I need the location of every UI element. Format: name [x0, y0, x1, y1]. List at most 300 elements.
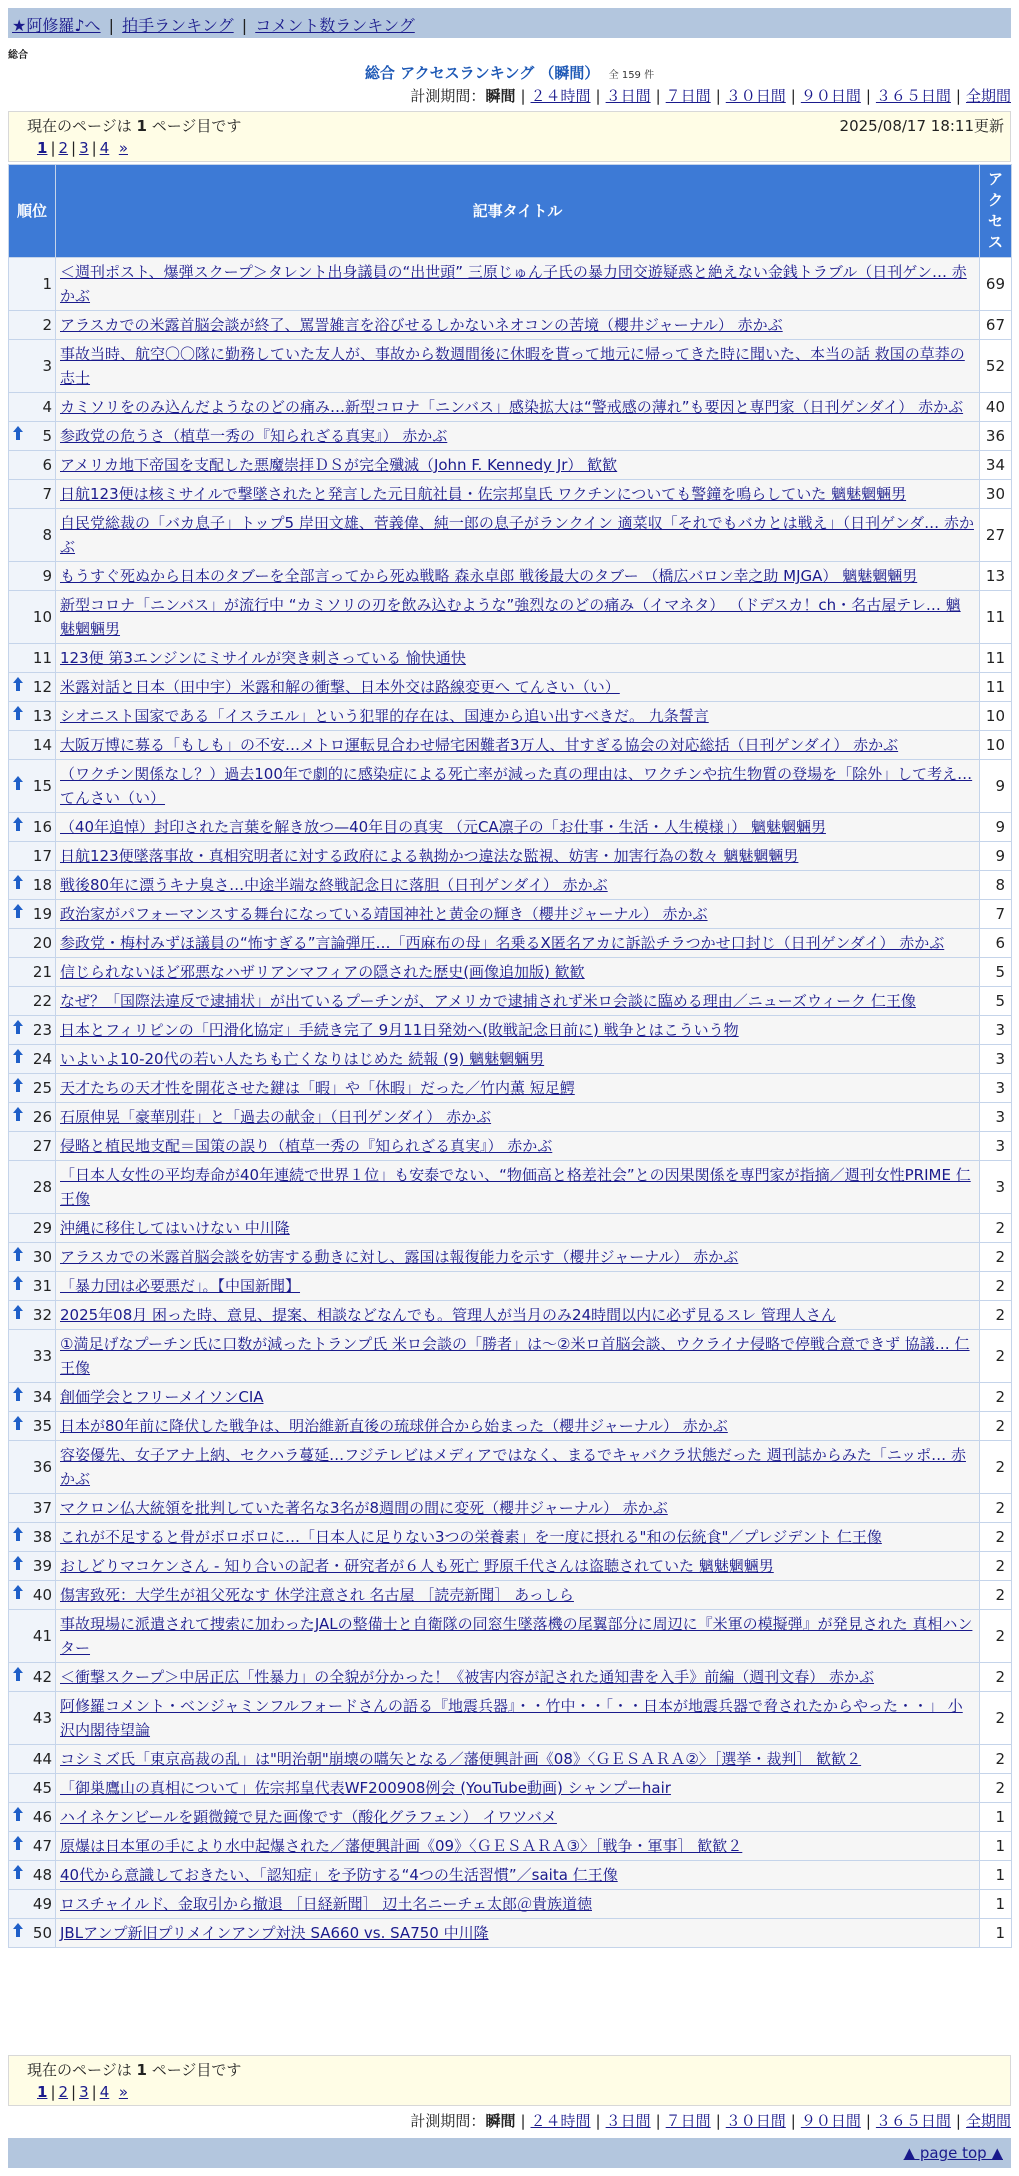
table-row [9, 311, 1012, 340]
title-cell [56, 760, 980, 813]
table-row [9, 1581, 1012, 1610]
table-row [9, 1890, 1012, 1919]
page-top-link[interactable]: ▲ page top ▲ [903, 2144, 1003, 2162]
article-title-link[interactable]: 創価学会とフリーメイソンCIA [60, 1388, 264, 1406]
category-label: 総合 [8, 50, 28, 61]
article-title-link[interactable]: 日航123便は核ミサイルで撃墜されたと発言した元日航社員・佐宗邦皇氏 ワクチンについても警鐘を鳴らしていた 魑魅魍魎男 [60, 485, 907, 503]
article-title-link[interactable]: 戦後80年に漂うキナ臭さ…中途半端な終戦記念日に落胆（日刊ゲンダイ） 赤かぶ [60, 876, 608, 894]
table-row [9, 480, 1012, 509]
rank-cell [9, 958, 56, 987]
article-title-link[interactable]: 123便 第3エンジンにミサイルが突き刺さっている 愉快通快 [60, 649, 466, 667]
nav-separator: | [241, 16, 248, 35]
article-title-link[interactable]: 原爆は日本軍の手により水中起爆された／藩便興計画《09》〈ＧＥＳＡＲＡ③〉［戦争・軍事］ 歓歓２ [60, 1837, 743, 1855]
access-count: 2 [980, 1494, 1012, 1523]
access-count: 2 [980, 1330, 1012, 1383]
rank-cell [9, 1301, 56, 1330]
title-cell [56, 1494, 980, 1523]
rank-number: 2 [42, 316, 52, 334]
title-cell [56, 1861, 980, 1890]
article-title-link[interactable]: マクロン仏大統領を批判していた著名な3名が8週間の間に変死（櫻井ジャーナル） 赤かぶ [60, 1499, 668, 1517]
table-row [9, 1132, 1012, 1161]
ranking-title: 総合 アクセスランキング （瞬間） [364, 64, 600, 82]
table-row [9, 1692, 1012, 1745]
table-row [9, 1610, 1012, 1663]
period-current: 瞬間 [485, 2112, 516, 2130]
table-row [9, 760, 1012, 813]
table-row [9, 871, 1012, 900]
article-title-link[interactable]: アラスカでの米露首脳会談を妨害する動きに対し、露国は報復能力を示す（櫻井ジャーナル） 赤かぶ [60, 1248, 739, 1266]
article-title-link[interactable]: いよいよ10-20代の若い人たちも亡くなりはじめた 続報 (9) 魑魅魍魎男 [60, 1050, 545, 1068]
table-row [9, 1383, 1012, 1412]
title-cell [56, 871, 980, 900]
rank-number: 25 [32, 1079, 52, 1097]
rank-number: 21 [32, 963, 52, 981]
article-title-link[interactable]: 日航123便墜落事故・真相究明者に対する政府による執拗かつ違法な監視、妨害・加害行為の数々 魑魅魍魎男 [60, 847, 799, 865]
up-arrow-icon [13, 1863, 23, 1887]
title-cell [56, 480, 980, 509]
period-link[interactable]: ７日間 [665, 2112, 711, 2130]
title-cell [56, 987, 980, 1016]
top-nav-bar [8, 8, 1011, 38]
table-row [9, 1161, 1012, 1214]
table-row [9, 393, 1012, 422]
article-title-link[interactable]: 石原伸晃「豪華別荘」と「過去の献金」（日刊ゲンダイ） 赤かぶ [60, 1108, 492, 1126]
title-cell [56, 591, 980, 644]
rank-number: 44 [32, 1750, 52, 1768]
up-arrow-icon [13, 704, 23, 728]
access-count: 40 [980, 393, 1012, 422]
period-link[interactable]: ３日間 [605, 87, 651, 105]
title-cell [56, 393, 980, 422]
access-count: 3 [980, 1132, 1012, 1161]
article-title-link[interactable]: 日本とフィリピンの「円滑化協定」手続き完了 9月11日発効へ(敗戦記念日前に) 戦争とはこういう物 [60, 1021, 739, 1039]
article-title-link[interactable]: 40代から意識しておきたい、「認知症」を予防する“4つの生活習慣”／saita 仁王像 [60, 1866, 618, 1884]
period-link[interactable]: ３０日間 [725, 87, 786, 105]
rank-cell [9, 1016, 56, 1045]
table-row [9, 1441, 1012, 1494]
title-cell [56, 422, 980, 451]
access-count: 5 [980, 958, 1012, 987]
access-count: 2 [980, 1581, 1012, 1610]
rank-number: 1 [42, 275, 52, 293]
rank-cell [9, 1890, 56, 1919]
rank-number: 45 [32, 1779, 52, 1797]
page-separator: | [91, 139, 97, 157]
period-separator: | [595, 87, 601, 105]
up-arrow-icon [13, 1665, 23, 1689]
next-page-link[interactable]: » [118, 139, 128, 157]
access-count: 1 [980, 1919, 1012, 1948]
table-row [9, 900, 1012, 929]
access-count: 2 [980, 1383, 1012, 1412]
access-count: 30 [980, 480, 1012, 509]
access-count: 2 [980, 1412, 1012, 1441]
table-row [9, 1803, 1012, 1832]
up-arrow-icon [13, 1047, 23, 1071]
table-row [9, 1214, 1012, 1243]
article-title-link[interactable]: ①満足げなプーチン氏に口数が減ったトランプ氏 米ロ会談の「勝者」は～②米ロ首脳会談、ウクライナ侵略で停戦合意できず 協議… 仁王像 [60, 1335, 970, 1377]
table-row [9, 987, 1012, 1016]
page-link-current[interactable]: 1 [37, 139, 48, 157]
title-cell [56, 813, 980, 842]
title-cell [56, 1803, 980, 1832]
rank-number: 33 [32, 1347, 52, 1365]
title-cell [56, 1610, 980, 1663]
period-separator: | [520, 87, 526, 105]
up-arrow-icon [13, 424, 23, 448]
rank-cell [9, 258, 56, 311]
access-count: 2 [980, 1663, 1012, 1692]
period-selector-bottom [410, 2110, 1011, 2131]
period-link[interactable]: ９０日間 [800, 87, 861, 105]
period-link[interactable]: ３６５日間 [875, 87, 951, 105]
rank-number: 11 [32, 649, 52, 667]
period-link[interactable]: ３６５日間 [875, 2112, 951, 2130]
article-title-link[interactable]: 阿修羅コメント・ベンジャミンフルフォードさんの語る『地震兵器』・・竹中・・「・・日本が地震兵器で脅されたからやった・・」 小沢内閣待望論 [60, 1697, 963, 1739]
access-count: 27 [980, 509, 1012, 562]
rank-number: 50 [32, 1924, 52, 1942]
rank-cell [9, 451, 56, 480]
access-count: 2 [980, 1272, 1012, 1301]
period-link[interactable]: ３日間 [605, 2112, 651, 2130]
up-arrow-icon [13, 1554, 23, 1578]
title-cell [56, 451, 980, 480]
period-separator: | [715, 87, 721, 105]
article-title-link[interactable]: ＜週刊ポスト、爆弾スクープ＞タレント出身議員の“出世頭” 三原じゅん子氏の暴力団交遊疑惑と絶えない金銭トラブル（日刊ゲン… 赤かぶ [60, 263, 967, 305]
rank-cell [9, 509, 56, 562]
period-separator: | [865, 87, 871, 105]
rank-number: 19 [32, 905, 52, 923]
article-title-link[interactable]: カミソリをのみ込んだようなのどの痛み…新型コロナ「ニンバス」感染拡大は“警戒感の薄れ”も要因と専門家（日刊ゲンダイ） 赤かぶ [60, 398, 964, 416]
article-title-link[interactable]: ロスチャイルド、金取引から撤退 ［日経新聞］ 辺土名ニーチェ太郎＠貴族道徳 [60, 1895, 592, 1913]
article-title-link[interactable]: 侵略と植民地支配＝国策の誤り（植草一秀の『知られざる真実』） 赤かぶ [60, 1137, 553, 1155]
rank-cell [9, 1663, 56, 1692]
access-count: 1 [980, 1803, 1012, 1832]
access-count: 3 [980, 1045, 1012, 1074]
applause-ranking-link[interactable]: 拍手ランキング [122, 16, 234, 35]
article-title-link[interactable]: 「日本人女性の平均寿命が40年連続で世界１位」も安泰でない、“物価高と格差社会”との因果関係を専門家が指摘／週刊女性PRIME 仁王像 [60, 1166, 971, 1208]
table-row [9, 731, 1012, 760]
access-count: 8 [980, 871, 1012, 900]
rank-number: 37 [32, 1499, 52, 1517]
rank-number: 24 [32, 1050, 52, 1068]
access-count: 3 [980, 1074, 1012, 1103]
access-count: 2 [980, 1610, 1012, 1663]
article-title-link[interactable]: 自民党総裁の「バカ息子」トップ5 岸田文雄、菅義偉、純一郎の息子がランクイン 適菜収「それでもバカとは戦え」（日刊ゲンダ… 赤かぶ [60, 514, 974, 556]
table-row [9, 1301, 1012, 1330]
period-separator: | [955, 2112, 961, 2130]
title-cell [56, 1243, 980, 1272]
table-row [9, 673, 1012, 702]
article-title-link[interactable]: アメリカ地下帝国を支配した悪魔崇拝ＤＳが完全殲滅（John F. Kennedy Jr） 歓歓 [60, 456, 618, 474]
up-arrow-icon [13, 1245, 23, 1269]
rank-cell [9, 1074, 56, 1103]
article-title-link[interactable]: （ワクチン関係なし？）過去100年で劇的に感染症による死亡率が減った真の理由は、ワクチンや抗生物質の登場を「除外」して考え… てんさい（い） [60, 765, 973, 807]
rank-number: 22 [32, 992, 52, 1010]
access-count: 3 [980, 1103, 1012, 1132]
ranking-table [8, 164, 1012, 1948]
article-title-link[interactable]: アラスカでの米露首脳会談が終了、罵詈雑言を浴びせるしかないネオコンの苦境（櫻井ジャーナル） 赤かぶ [60, 316, 783, 334]
period-link[interactable]: ９０日間 [800, 2112, 861, 2130]
article-title-link[interactable]: 参政党の危うさ（植草一秀の『知られざる真実』） 赤かぶ [60, 427, 448, 445]
table-row [9, 842, 1012, 871]
article-title-link[interactable]: シオニスト国家である「イスラエル」という犯罪的存在は、国連から追い出すべきだ。 九条誓言 [60, 707, 709, 725]
rank-cell [9, 1832, 56, 1861]
article-title-link[interactable]: 天才たちの天才性を開花させた鍵は「暇」や「休暇」だった／竹内薫 短足鰐 [60, 1079, 575, 1097]
article-title-link[interactable]: 「御巣鷹山の真相について」佐宗邦皇代表WF200908例会 (YouTube動画) シャンプーhair [60, 1779, 671, 1797]
access-column-header: アクセス [980, 165, 1012, 258]
article-title-link[interactable]: もうすぐ死ぬから日本のタブーを全部言ってから死ぬ戦略 森永卓郎 戦後最大のタブー （橋広バロン幸之助 MJGA） 魑魅魍魎男 [60, 567, 918, 585]
access-count: 67 [980, 311, 1012, 340]
rank-number: 29 [32, 1219, 52, 1237]
article-title-link[interactable]: ハイネケンビールを顕微鏡で見た画像です（酸化グラフェン） イワツバメ [60, 1808, 557, 1826]
page-link[interactable]: 4 [99, 139, 110, 157]
article-title-link[interactable]: JBLアンプ新旧プリメインアンプ対決 SA660 vs. SA750 中川隆 [60, 1924, 489, 1942]
page-link[interactable]: 4 [99, 2083, 110, 2101]
up-arrow-icon [13, 1385, 23, 1409]
article-title-link[interactable]: 大阪万博に募る「もしも」の不安…メトロ運転見合わせ帰宅困難者3万人、甘すぎる協会の対応総括（日刊ゲンダイ） 赤かぶ [60, 736, 899, 754]
next-page-link[interactable]: » [118, 2083, 128, 2101]
rank-cell [9, 1214, 56, 1243]
article-title-link[interactable]: 新型コロナ「ニンバス」が流行中 “カミソリの刃を飲み込むような”強烈なのどの痛み（イマネタ） （ドデスカ！ch・名古屋テレ… 魑魅魍魎男 [60, 596, 961, 638]
rank-cell [9, 1692, 56, 1745]
table-row [9, 1774, 1012, 1803]
rank-cell [9, 1330, 56, 1383]
rank-number: 15 [32, 777, 52, 795]
article-title-link[interactable]: 傷害致死：大学生が祖父死なす 休学注意され 名古屋 ［読売新聞］ あっしら [60, 1586, 574, 1604]
rank-number: 4 [42, 398, 52, 416]
period-link[interactable]: ３０日間 [725, 2112, 786, 2130]
rank-number: 20 [32, 934, 52, 952]
title-cell [56, 731, 980, 760]
up-arrow-icon [13, 1805, 23, 1829]
title-cell [56, 673, 980, 702]
article-title-link[interactable]: 事故現場に派遣されて捜索に加わったJALの整備士と自衛隊の同窓生墜落機の尾翼部分に周辺に『米軍の模擬弾』が発見された 真相ハンター [60, 1615, 973, 1657]
page-separator: | [71, 139, 77, 157]
rank-cell [9, 1774, 56, 1803]
table-row [9, 702, 1012, 731]
title-cell [56, 1412, 980, 1441]
table-row [9, 1330, 1012, 1383]
up-arrow-icon [13, 1414, 23, 1438]
comment-ranking-link[interactable]: コメント数ランキング [255, 16, 415, 35]
title-cell [56, 644, 980, 673]
rank-cell [9, 1745, 56, 1774]
table-row [9, 451, 1012, 480]
up-arrow-icon [13, 675, 23, 699]
title-cell [56, 311, 980, 340]
table-row [9, 591, 1012, 644]
access-count: 13 [980, 562, 1012, 591]
ranking-table-body [9, 258, 1012, 1948]
title-cell [56, 1774, 980, 1803]
rank-cell [9, 1494, 56, 1523]
title-cell [56, 1301, 980, 1330]
rank-number: 40 [32, 1586, 52, 1604]
rank-column-header: 順位 [9, 165, 56, 258]
rank-cell [9, 422, 56, 451]
rank-number: 7 [42, 485, 52, 503]
access-count: 11 [980, 644, 1012, 673]
rank-number: 30 [32, 1248, 52, 1266]
table-row [9, 1074, 1012, 1103]
article-title-link[interactable]: なぜ？「国際法違反で逮捕状」が出ているプーチンが、アメリカで逮捕されず米ロ会談に臨める理由／ニューズウィーク 仁王像 [60, 992, 916, 1010]
article-title-link[interactable]: おしどりマコケンさん - 知り合いの記者・研究者が６人も死亡 野原千代さんは盗聴されていた 魑魅魍魎男 [60, 1557, 774, 1575]
article-title-link[interactable]: ＜衝撃スクープ＞中居正広「性暴力」の全貌が分かった！《被害内容が記された通知書を入手》前編（週刊文春） 赤かぶ [60, 1668, 875, 1686]
rank-cell [9, 731, 56, 760]
article-title-link[interactable]: （40年追悼）封印された言葉を解き放つ—40年目の真実 （元CA凛子の「お仕事・生活・人生模様」） 魑魅魍魎男 [60, 818, 826, 836]
title-cell [56, 1272, 980, 1301]
table-row [9, 1016, 1012, 1045]
title-cell [56, 1692, 980, 1745]
access-count: 2 [980, 1552, 1012, 1581]
title-cell [56, 1919, 980, 1948]
rank-number: 35 [32, 1417, 52, 1435]
rank-cell [9, 987, 56, 1016]
rank-number: 3 [42, 357, 52, 375]
table-row [9, 1832, 1012, 1861]
article-title-link[interactable]: 日本が80年前に降伏した戦争は、明治維新直後の琉球併合から始まった（櫻井ジャーナル） 赤かぶ [60, 1417, 728, 1435]
home-link[interactable]: ★阿修羅♪へ [12, 16, 101, 35]
rank-number: 49 [32, 1895, 52, 1913]
access-count: 34 [980, 451, 1012, 480]
rank-cell [9, 871, 56, 900]
access-count: 1 [980, 1832, 1012, 1861]
article-title-link[interactable]: 「暴力団は必要悪だ」。【中国新聞】 [60, 1277, 301, 1295]
up-arrow-icon [13, 1921, 23, 1945]
access-count: 2 [980, 1692, 1012, 1745]
table-row [9, 1412, 1012, 1441]
table-row [9, 562, 1012, 591]
table-row [9, 1045, 1012, 1074]
access-count: 2 [980, 1214, 1012, 1243]
period-link[interactable]: ２４時間 [530, 87, 591, 105]
article-title-link[interactable]: これが不足すると骨がボロボロに…「日本人に足りない3つの栄養素」を一度に摂れる"和の伝統食"／プレジデント 仁王像 [60, 1528, 882, 1546]
article-title-link[interactable]: 沖縄に移住してはいけない 中川隆 [60, 1219, 290, 1237]
access-count: 1 [980, 1890, 1012, 1919]
period-separator: | [955, 87, 961, 105]
rank-cell [9, 1441, 56, 1494]
article-title-link[interactable]: 容姿優先、女子アナ上納、セクハラ蔓延…フジテレビはメディアではなく、まるでキャバクラ状態だった 週刊誌からみた「ニッポ… 赤かぶ [60, 1446, 966, 1488]
article-title-link[interactable]: 事故当時、航空〇〇隊に勤務していた友人が、事故から数週間後に休暇を貰って地元に帰ってきた時に聞いた、本当の話 救国の草莽の志士 [60, 345, 965, 387]
rank-cell [9, 1803, 56, 1832]
rank-cell [9, 1383, 56, 1412]
rank-cell [9, 311, 56, 340]
page-link[interactable]: 3 [79, 139, 89, 157]
rank-number: 31 [32, 1277, 52, 1295]
article-title-link[interactable]: 2025年08月 困った時、意見、提案、相談などなんでも。管理人が当月のみ24時間以内に必ず見るスレ 管理人さん [60, 1306, 836, 1324]
title-cell [56, 1330, 980, 1383]
period-selector [410, 85, 1011, 106]
period-separator: | [520, 2112, 526, 2130]
current-page-text: 現在のページは 1 ページ目です [27, 117, 242, 135]
rank-cell [9, 760, 56, 813]
period-link[interactable]: 全期間 [965, 2112, 1011, 2130]
rank-cell [9, 702, 56, 731]
title-cell [56, 842, 980, 871]
article-title-link[interactable]: 米露対話と日本（田中宇）米露和解の衝撃、日本外交は路線変更へ てんさい（い） [60, 678, 620, 696]
period-separator: | [865, 2112, 871, 2130]
title-cell [56, 1745, 980, 1774]
title-cell [56, 1890, 980, 1919]
rank-number: 14 [32, 736, 52, 754]
rank-cell [9, 1919, 56, 1948]
table-row [9, 1552, 1012, 1581]
table-row [9, 644, 1012, 673]
ranking-heading [0, 62, 1019, 83]
page-info-box [8, 111, 1011, 162]
page-link-current[interactable]: 1 [37, 2083, 48, 2101]
access-count: 9 [980, 842, 1012, 871]
up-arrow-icon [13, 1583, 23, 1607]
article-title-link[interactable]: 政治家がパフォーマンスする舞台になっている靖国神社と黄金の輝き（櫻井ジャーナル） 赤かぶ [60, 905, 708, 923]
page-link[interactable]: 3 [79, 2083, 89, 2101]
nav-separator: | [108, 16, 115, 35]
up-arrow-icon [13, 1525, 23, 1549]
title-cell [56, 340, 980, 393]
title-cell [56, 1663, 980, 1692]
page-info-box-bottom [8, 2055, 1011, 2106]
table-row [9, 1663, 1012, 1692]
article-title-link[interactable]: コシミズ氏「東京高裁の乱」は"明治朝"崩壊の嚆矢となる／藩便興計画《08》〈ＧＥＳＡＲＡ②〉［選挙・裁判］ 歓歓２ [60, 1750, 862, 1768]
access-count: 2 [980, 1441, 1012, 1494]
rank-number: 5 [42, 427, 52, 445]
period-link[interactable]: ２４時間 [530, 2112, 591, 2130]
up-arrow-icon [13, 1076, 23, 1100]
rank-cell [9, 393, 56, 422]
rank-cell [9, 1243, 56, 1272]
access-count: 2 [980, 1301, 1012, 1330]
access-count: 9 [980, 760, 1012, 813]
article-title-link[interactable]: 信じられないほど邪悪なハザリアンマフィアの隠された歴史(画像追加版) 歓歓 [60, 963, 585, 981]
current-page-text: 現在のページは 1 ページ目です [27, 2061, 242, 2079]
rank-cell [9, 1610, 56, 1663]
title-cell [56, 1132, 980, 1161]
title-cell [56, 1383, 980, 1412]
period-label: 計測期間： [410, 2112, 486, 2130]
rank-number: 36 [32, 1458, 52, 1476]
period-link[interactable]: ７日間 [665, 87, 711, 105]
table-row [9, 1494, 1012, 1523]
table-row [9, 813, 1012, 842]
rank-number: 46 [32, 1808, 52, 1826]
access-count: 69 [980, 258, 1012, 311]
access-count: 5 [980, 987, 1012, 1016]
page-link[interactable]: 2 [58, 139, 69, 157]
rank-cell [9, 591, 56, 644]
table-header-row [9, 165, 1012, 258]
period-label: 計測期間： [410, 87, 486, 105]
up-arrow-icon [13, 873, 23, 897]
rank-cell [9, 1103, 56, 1132]
table-row [9, 1523, 1012, 1552]
access-count: 7 [980, 900, 1012, 929]
page-link[interactable]: 2 [58, 2083, 69, 2101]
rank-number: 28 [32, 1178, 52, 1196]
title-cell [56, 1016, 980, 1045]
table-row [9, 422, 1012, 451]
title-cell [56, 1074, 980, 1103]
period-separator: | [790, 87, 796, 105]
table-row [9, 1861, 1012, 1890]
rank-cell [9, 1272, 56, 1301]
table-row [9, 1745, 1012, 1774]
article-title-link[interactable]: 参政党・梅村みずほ議員の“怖すぎる”言論弾圧…「西麻布の母」名乗るX匿名アカに訴訟チラつかせ口封じ（日刊ゲンダイ） 赤かぶ [60, 934, 945, 952]
period-link[interactable]: 全期間 [965, 87, 1011, 105]
title-cell [56, 1161, 980, 1214]
access-count: 10 [980, 702, 1012, 731]
access-count: 3 [980, 1016, 1012, 1045]
